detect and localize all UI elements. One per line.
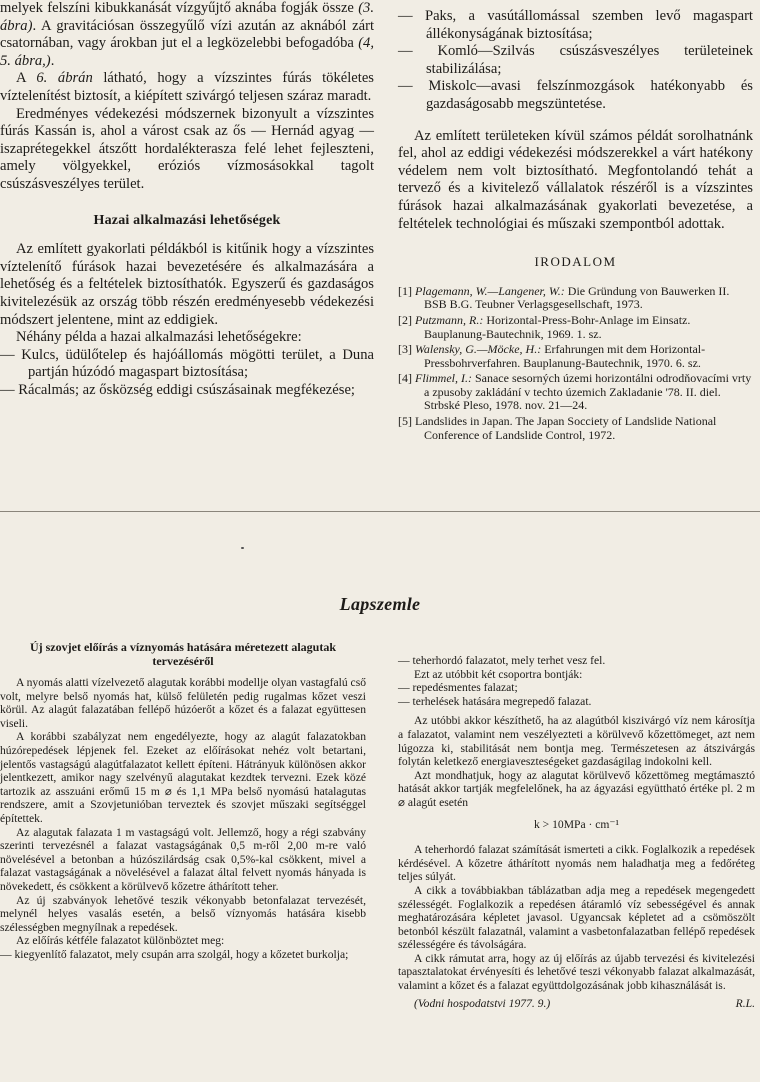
list-item: — kiegyenlítő falazatot, mely csupán arra szolgál, hogy a kőzetet burkolja; <box>0 947 349 961</box>
section-title: Lapszemle <box>339 594 421 614</box>
paragraph: Azt mondhatjuk, hogy az alagutat körülvevő kőzettömeg megtámasztó hatását akkor tartják megfelelőnek, ha az ágyazási együttható értéke pl. 2 m ⌀ alagút esetén <box>398 768 755 809</box>
text: . <box>50 52 55 69</box>
source-citation: (Vodni hospodatstvi 1977. 9.) <box>414 996 551 1010</box>
figure-reference: (3. ábra) <box>0 0 374 34</box>
paragraph: Az új szabványok lehetővé teszik vékonyabb betonfalazat tervezését, melynél helyes vasalás esetén, a belső víznyomás hatására kisebb szélességben megnyílnak a repedések. <box>0 893 366 934</box>
reference-item <box>398 415 753 442</box>
bottom-right-column <box>398 654 755 1010</box>
list-item: — terhelések hatására megrepedő falazat. <box>398 694 592 708</box>
paragraph: A nyomás alatti vízelvezető alagutak korábbi modellje olyan vastagfalú cső volt, melyre belső nyomás hat, külső felületén pedig rugalmas kőzet veszi körül. Az alagút falazatában fellépő húzóerőt a kőzet és a falazat együttesen viseli. <box>0 676 366 730</box>
reference-author: Flimmel, I.: <box>415 371 472 386</box>
references-heading: IRODALOM <box>534 254 617 270</box>
paragraph: A teherhordó falazat számítását ismerteti a cikk. Foglalkozik a repedések kérdésével. A kőzetre áthárított nyomás nem haladhatja meg a fedőréteg teljes súlyát. <box>398 843 755 884</box>
reference-number: [1] <box>398 283 415 298</box>
paragraph <box>0 0 374 70</box>
reference-item <box>398 372 753 413</box>
section-divider <box>0 511 760 512</box>
reference-author: Plagemann, W.—Langener, W.: <box>415 283 565 298</box>
reference-number: [5] <box>398 414 415 429</box>
paragraph: Az említett gyakorlati példákból is kitűnik hogy a vízszintes víztelenítő fúrások hazai bevezetésére és alkalmazására a lehetőség és a feltételek biztosíthatók. Egyszerű és gazdaságos kivitelezésük az ország több részén eredményesebb védekezési módszert jelentene, mint az eddigiek. <box>0 241 374 328</box>
ink-speck <box>241 547 244 549</box>
paragraph: Az előírás kétféle falazatot különböztet meg: <box>16 934 225 948</box>
paragraph: A korábbi szabályzat nem engedélyezte, hogy az alagút falazatokban húzórepedések lépjenek fel. Ezeket az előírásokat nehéz volt betartani, jelentős vastagságú alagútfalazatot kellett építeni. Hátrányuk különösen akkor jelentkezett, amikor nagy szelvényű alagutakat kezdtek tervezni. Ezek közé tartozik az asszuáni erőmű 15 m ⌀ és 1,1 MPa belső nyomású hatalagutas rendszere, amit a Szovjetunióban terveztek és szovjet műszaki segítséggel építettek. <box>0 730 366 825</box>
section-heading: Hazai alkalmazási lehetőségek <box>93 212 281 228</box>
author-initials: R.L. <box>735 996 755 1010</box>
reference-item <box>398 343 753 370</box>
paragraph <box>0 70 374 105</box>
reference-number: [2] <box>398 312 415 327</box>
figure-reference: 6. ábrán <box>36 70 93 87</box>
paragraph: Ezt az utóbbit két csoportra bontják: <box>414 667 583 681</box>
reference-list <box>398 285 753 443</box>
paragraph: A cikk a továbbiakban táblázatban adja meg a repedések megengedett szélességét. Foglalkozik a repedésen átáramló víz sebességével és annak meghatározására képletet javasol. Ugyancsak képletet ad a csömöszölt betonból készült falazatnál, valamint a vasbetonfalazatban fellépő repedések szélességére és távolságára. <box>398 883 755 952</box>
article-title: Új szovjet előírás a víznyomás hatására méretezett alagutak tervezéséről <box>29 640 337 668</box>
list-item: — repedésmentes falazat; <box>398 681 518 695</box>
reference-number: [3] <box>398 342 415 357</box>
text: A <box>16 70 37 87</box>
list-item: — Rácalmás; az ősközség eddigi csúszásainak megfékezése; <box>0 381 355 398</box>
source-line <box>398 997 755 1011</box>
reference-item <box>398 285 753 312</box>
paragraph: Eredményes védekezési módszernek bizonyult a vízszintes fúrás Kassán is, ahol a várost csak az ős — Hernád agyag — iszaprétegekkel átszőtt hordalékterasza felé lehet fejleszteni, amely völgyekkel, eróziós vízmosásokkal tagolt csúszásveszélyes terület. <box>0 105 374 192</box>
reference-item <box>398 314 753 341</box>
formula: k > 10MPa · cm⁻¹ <box>533 817 620 831</box>
list-item: — Komló—Szilvás csúszásveszélyes területeinek stabilizálása; <box>398 43 753 77</box>
list-item: — Paks, a vasútállomással szemben levő magaspart állékonyságának biztosítása; <box>398 8 753 42</box>
list-item: — Kulcs, üdülőtelep és hajóállomás mögötti terület, a Duna partján húzódó magaspart biztosítása; <box>0 346 374 381</box>
paragraph: Az említett területeken kívül számos példát sorolhatnánk fel, ahol az eddigi védekezési módszerekkel a várt hatékony védelem nem volt biztosítható. Megfontolandó tehát a tervező és a kivitelező vállalatok részéről is a vízszintes fúrások hazai alkalmazásának gyakorlati bevezetése, a feltételek technológiai és műszaki szempontból adottak. <box>398 127 753 232</box>
top-right-column <box>398 8 753 444</box>
list-item: — teherhordó falazatot, mely terhet vesz fel. <box>398 654 606 667</box>
reference-text: Landslides in Japan. The Japan Socciety of Landslide National Conference of Landslide Control, 1972. <box>415 414 717 442</box>
top-left-column <box>0 0 374 399</box>
reference-text: Sanace sesorných územi horizontálni odrodňovacími vrty a zpusoby zakládání v techto územich Zakladanie '78. II. diel. Strbské Pleso, 1978. nov. 21—24. <box>424 371 752 413</box>
paragraph: A cikk rámutat arra, hogy az új előírás az újabb tervezési és kivitelezési tapasztalatokat érvényesíti és lehetővé teszi vékonyabb falazat alkalmazását, valamint a kőzet és a falazat együttdolgozásának jobb kihasználását is. <box>398 951 755 993</box>
paragraph: Néhány példa a hazai alkalmazási lehetőségekre: <box>16 329 302 346</box>
text: melyek felszíni kibukkanását vízgyűjtő aknába fogják össze <box>0 0 359 16</box>
reference-number: [4] <box>398 371 415 386</box>
text: látható, hogy a vízszintes fúrás tökéletes víztelenítést biztosít, a kiépített szivárgó teljesen száraz maradt. <box>0 70 374 104</box>
bottom-left-column <box>0 640 366 961</box>
text: . A gravitációsan összegyűlő vízi azután az aknából zárt csatornában, vagy árokban jut el a legközelebbi befogadóba <box>0 17 374 52</box>
reference-text: Horizontal-Press-Bohr-Anlage im Einsatz. Bauplanung-Bautechnik, 1969. 1. sz. <box>424 312 691 341</box>
reference-text: Die Gründung von Bauwerken II. BSB B.G. Teubner Verlagsgesellschaft, 1973. <box>424 283 730 312</box>
reference-text: Erfahrungen mit dem Horizontal-Pressbohrverfahren. Bauplanung-Bautechnik, 1970. 6. sz. <box>424 342 706 370</box>
paragraph: Az alagutak falazata 1 m vastagságú volt. Jellemző, hogy a régi szabvány szerinti tervezésnél a falazat vastagságának 0,5 m-ről 2,00 m-re való növelésével a betonban a húzószilárdság csak 0,5%-kal csökkent, mivel a falazat vastagságának a növelésével a falazat által felvett nyomás hányada is növekedett, és csökkent a körülvevő kőzetre áthárított teher. <box>0 825 366 893</box>
paragraph: Az utóbbi akkor készíthető, ha az alagútból kiszivárgó víz nem károsítja a falazatot, valamint nem veszélyezteti a körülvevő kőzettömeget, azt nem lúgozza ki, stabilitását nem bontja meg. Természetesen az átszivárgás folytán keletkező energiaveszteségeket gazdaságilag indokolni kell. <box>398 714 755 769</box>
list-item: — Miskolc—avasi felszínmozgások hatékonyabb és gazdaságosabb megszüntetése. <box>398 78 753 112</box>
reference-author: Walensky, G.—Möcke, H.: <box>415 342 542 357</box>
figure-reference: (4, 5. ábra,) <box>0 35 374 69</box>
reference-author: Putzmann, R.: <box>415 312 484 327</box>
